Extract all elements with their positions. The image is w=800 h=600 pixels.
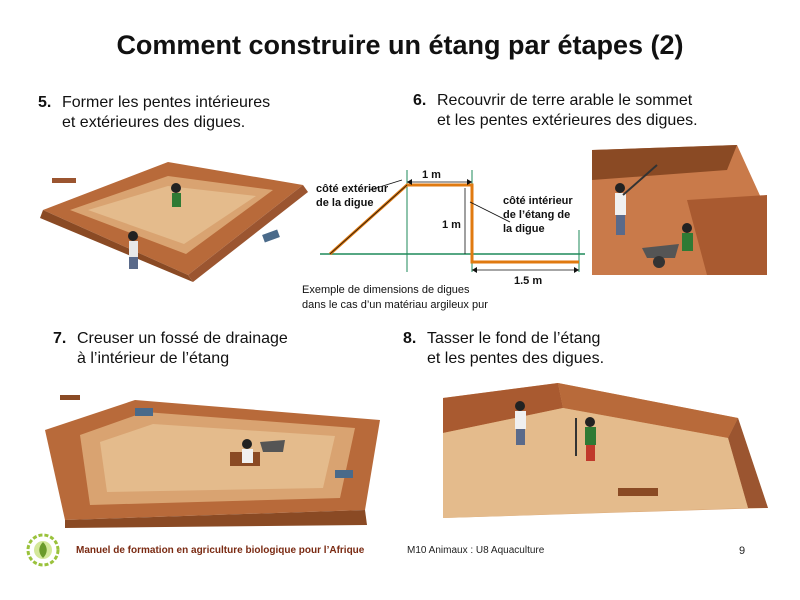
step-line-1: Recouvrir de terre arable le sommet xyxy=(437,92,693,109)
bottom-width-label: 1.5 m xyxy=(514,275,543,285)
footer-module: M10 Animaux : U8 Aquaculture xyxy=(407,545,545,556)
step-number: 5. xyxy=(38,94,52,111)
step-6 xyxy=(413,91,698,131)
diagram-caption xyxy=(302,283,488,313)
step-line-2: et les pentes des digues. xyxy=(427,350,605,367)
tamping-illustration xyxy=(438,378,783,528)
footer-manual-title: Manuel de formation en agriculture biologique pour l’Afrique xyxy=(76,545,365,556)
step-line-2: et extérieures des digues. xyxy=(62,114,246,131)
caption-line-2: dans le cas d’un matériau argileux pur xyxy=(302,299,488,311)
step-line-1: Former les pentes intérieures xyxy=(62,94,271,111)
step-number: 7. xyxy=(53,330,67,347)
organic-agriculture-logo-icon xyxy=(26,533,60,567)
step-number: 8. xyxy=(403,330,417,347)
pond-slopes-illustration xyxy=(28,150,313,285)
step-line-1: Creuser un fossé de drainage xyxy=(77,330,288,347)
page-title: Comment construire un étang par étapes (2) xyxy=(116,30,684,60)
step-line-1: Tasser le fond de l’étang xyxy=(427,330,601,347)
inner-side-label-2: de l’étang de xyxy=(503,209,571,221)
drainage-ditch-illustration xyxy=(35,380,385,530)
step-line-2: à l’intérieur de l’étang xyxy=(77,350,230,367)
step-number: 6. xyxy=(413,92,427,109)
step-5 xyxy=(38,93,270,133)
dike-dimensions-diagram xyxy=(310,160,595,285)
step-8 xyxy=(403,329,604,369)
step-7 xyxy=(53,329,288,369)
step-line-2: et les pentes extérieures des digues. xyxy=(437,112,698,129)
outer-side-label-1: côté extérieur xyxy=(316,183,389,195)
topsoil-illustration xyxy=(587,140,772,280)
page-number: 9 xyxy=(739,545,746,557)
outer-side-label-2: de la digue xyxy=(316,197,374,209)
height-label: 1 m xyxy=(442,219,461,231)
inner-side-label-3: la digue xyxy=(503,223,545,235)
top-width-label: 1 m xyxy=(422,169,441,181)
inner-side-label-1: côté intérieur xyxy=(503,195,573,207)
caption-line-1: Exemple de dimensions de digues xyxy=(302,284,470,296)
